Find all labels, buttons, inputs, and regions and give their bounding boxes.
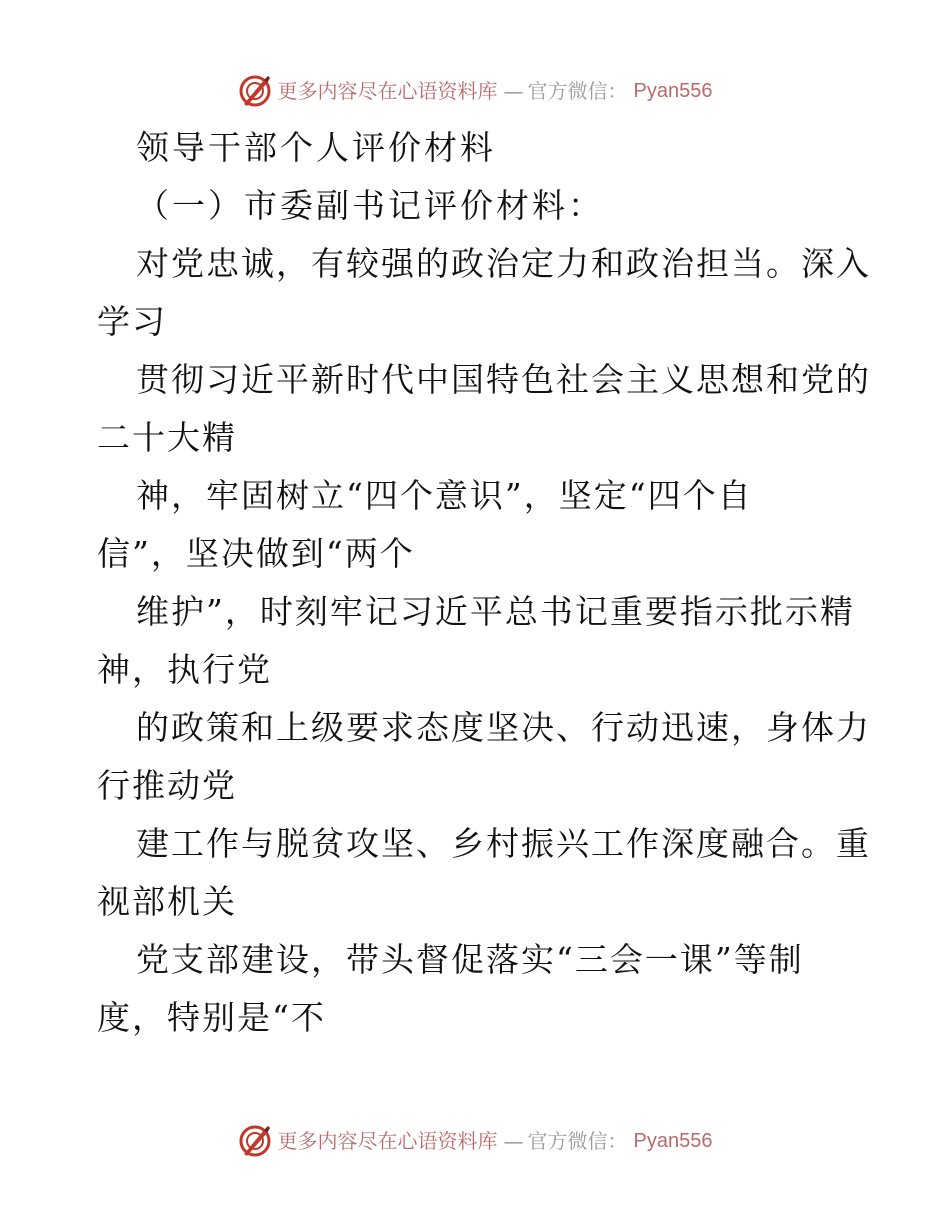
watermark-dash: — [503,1129,522,1153]
paragraph-line: 神，执行党 [97,650,272,689]
watermark-dash: — [503,79,522,103]
document-title: 领导干部个人评价材料 [136,128,496,167]
paragraph-line: 党支部建设，带头督促落实“三会一课”等制 [136,940,804,979]
pen-logo-icon [238,1124,272,1158]
watermark-label: 官方微信： [527,1129,628,1153]
paragraph-line: 二十大精 [97,418,237,457]
paragraph-line: 行推动党 [97,766,237,805]
paragraph-line: 神，牢固树立“四个意识”，坚定“四个自 [136,476,753,515]
paragraph-line: 的政策和上级要求态度坚决、行动迅速，身体力 [136,708,871,747]
header-watermark [0,74,950,108]
pen-logo-icon [238,74,272,108]
paragraph-line: 信”，坚决做到“两个 [97,534,415,573]
watermark-label: 官方微信： [527,79,628,103]
watermark-main-text: 更多内容尽在心语资料库 [277,1129,498,1153]
watermark-wechat-id: Pyan556 [633,80,713,102]
paragraph-line: 贯彻习近平新时代中国特色社会主义思想和党的 [136,360,871,399]
paragraph-line: 对党忠诚，有较强的政治定力和政治担当。深入 [136,244,871,283]
watermark-wechat-id: Pyan556 [633,1130,713,1152]
paragraph-line: 学习 [97,302,167,341]
section-heading: （一）市委副书记评价材料： [136,186,604,225]
paragraph-line: 度，特别是“不 [97,998,326,1037]
paragraph-line: 建工作与脱贫攻坚、乡村振兴工作深度融合。重 [136,824,871,863]
document-body [97,119,871,1047]
paragraph-line: 视部机关 [97,882,237,921]
paragraph-line: 维护”，时刻牢记习近平总书记重要指示批示精 [136,592,855,631]
footer-watermark [0,1124,950,1158]
watermark-main-text: 更多内容尽在心语资料库 [277,79,498,103]
